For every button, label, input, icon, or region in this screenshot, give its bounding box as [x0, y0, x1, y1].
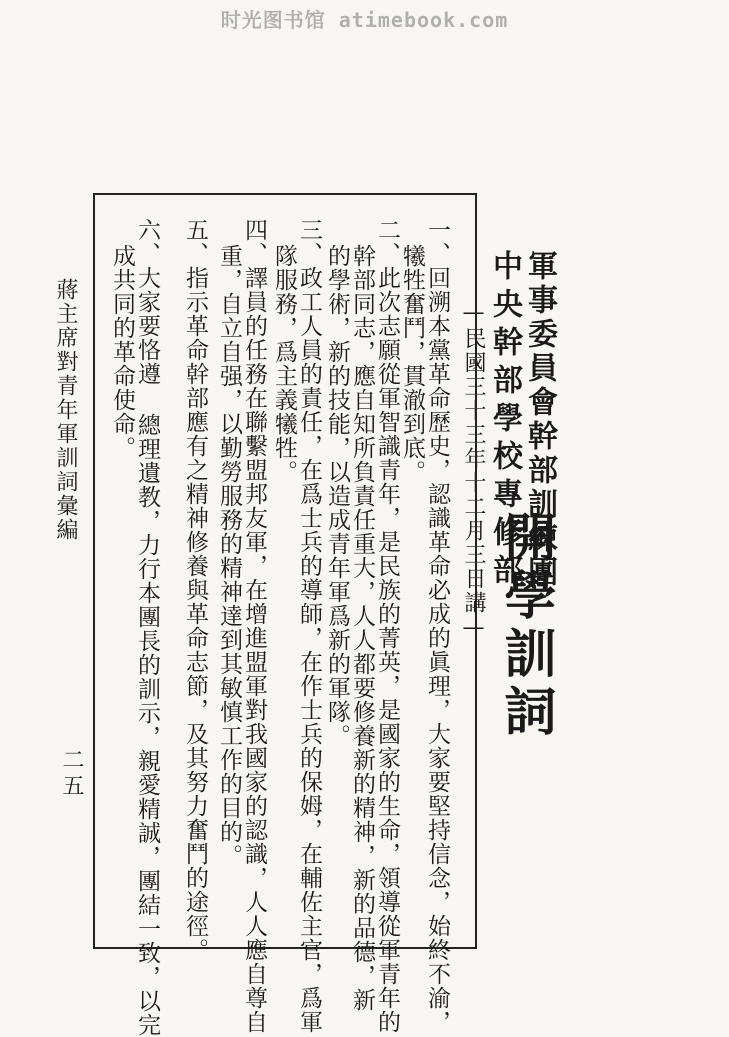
item-6-col-1: 六、大家要恪遵 總理遺教，力行本團長的訓示，親愛精誠，團結一致，以完 [134, 218, 160, 1037]
speech-title: 開學訓詞 [495, 510, 556, 742]
organization-line-2: 中央幹部學校專修部 [487, 250, 522, 592]
item-3-col-2: 隊服務，爲主義犧牲。 [271, 244, 297, 484]
item-2-col-1: 二、此次志願從軍智識青年，是民族的菁英，是國家的生命，領導從軍青年的 [374, 218, 400, 1034]
running-header-book-title: 蔣主席對青年軍訓詞彙編 [53, 278, 78, 542]
item-2-col-3: 的學術，新的技能，以造成青年軍爲新的軍隊。 [324, 244, 350, 748]
speech-date: —民國三十三年十二月三日講— [461, 300, 486, 642]
page-number: 二五 [59, 748, 84, 800]
item-6-col-2: 成共同的革命使命。 [109, 244, 135, 460]
watermark: 时光图书馆 atimebook.com [220, 8, 509, 32]
item-1-col-1: 一、回溯本黨革命歷史，認識革命必成的眞理，大家要堅持信念，始終不渝， [424, 218, 450, 1034]
item-2-col-2: 幹部同志，應自知所負責任重大，人人都要修養新的精神，新的品德，新 [349, 244, 375, 1012]
item-4-col-1: 四、譯員的任務在聯繫盟邦友軍，在增進盟軍對我國家的認識，人人應自尊自 [241, 218, 267, 1034]
organization-line-1: 軍事委員會幹部訓練團 [522, 250, 557, 590]
item-1-col-2: 犧牲奮鬥，貫澈到底。 [399, 244, 425, 484]
item-5-col-1: 五、指示革命幹部應有之精神修養與革命志節，及其努力奮鬥的途徑。 [182, 218, 208, 962]
item-4-col-2: 重，自立自强，以勤勞服務的精神達到其敏慎工作的目的。 [216, 244, 242, 868]
item-3-col-1: 三、政工人員的責任，在爲士兵的導師，在作士兵的保姆，在輔佐主官，爲軍 [296, 218, 322, 1034]
